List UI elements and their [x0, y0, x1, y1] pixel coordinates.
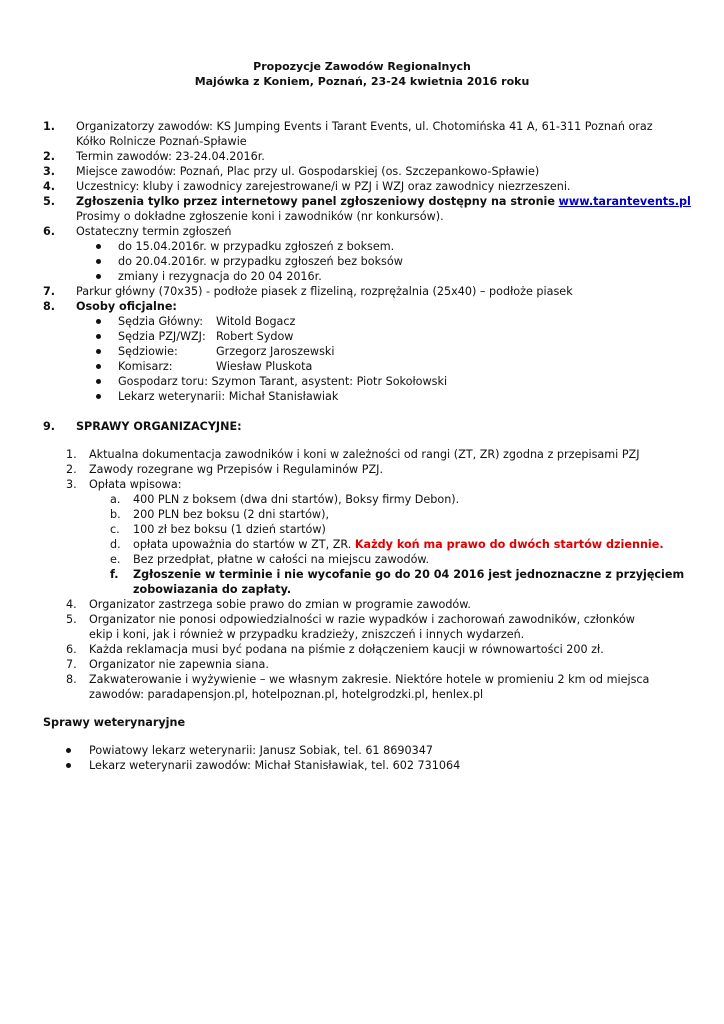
deadline-item: do 15.04.2016r. w przypadku zgłoszeń z boksem. — [118, 240, 395, 253]
official-name: Szymon Tarant, asystent: Piotr Sokołowski — [211, 375, 448, 388]
item-number: 9. — [43, 420, 56, 433]
item-number: 8. — [43, 300, 56, 313]
bullet-icon — [96, 379, 101, 384]
org-number: 1. — [66, 448, 77, 461]
item-number: 4. — [43, 180, 56, 193]
org-number: 7. — [66, 658, 77, 671]
org-number: 2. — [66, 463, 77, 476]
bullet-icon — [96, 394, 101, 399]
organizational-heading: SPRAWY ORGANIZACYJNE: — [76, 420, 242, 433]
bullet-icon — [96, 334, 101, 339]
official-name: Witold Bogacz — [216, 315, 296, 328]
item-number: 7. — [43, 285, 56, 298]
org-item-line-2: ekip i koni, jak i również w przypadku kradzieży, zniszczeń i innych wydarzeń. — [89, 628, 525, 641]
fee-item-text: opłata upoważnia do startów w ZT, ZR. — [133, 538, 352, 551]
org-item: Każda reklamacja musi być podana na piśmie z dołączeniem kaucji w równowartości 200 zł. — [89, 643, 604, 656]
org-item: Organizator zastrzega sobie prawo do zmian w programie zawodów. — [89, 598, 471, 611]
vet-item: Powiatowy lekarz weterynarii: Janusz Sobiak, tel. 61 8690347 — [89, 744, 433, 757]
registration-note: Prosimy o dokładne zgłoszenie koni i zawodników (nr konkursów). — [76, 210, 444, 223]
org-number: 6. — [66, 643, 77, 656]
official-name: Michał Stanisławiak — [228, 390, 339, 403]
officials-heading: Osoby oficjalne: — [76, 300, 177, 313]
bullet-icon — [66, 763, 71, 768]
official-role: Sędzia Główny: — [118, 315, 203, 328]
event-date: Termin zawodów: 23-24.04.2016r. — [76, 150, 265, 163]
registration-link[interactable]: www.tarantevents.pl — [558, 195, 691, 208]
fee-item: 100 zł bez boksu (1 dzień startów) — [133, 523, 326, 536]
deadline-heading: Ostateczny termin zgłoszeń — [76, 225, 232, 238]
bullet-icon — [96, 319, 101, 324]
arena-info: Parkur główny (70x35) - podłoże piasek z flizeliną, rozprężalnia (25x40) – podłoże piasek — [76, 285, 573, 298]
org-number: 8. — [66, 673, 77, 686]
event-location: Miejsce zawodów: Poznań, Plac przy ul. Gospodarskiej (os. Szczepankowo-Spławie) — [76, 165, 540, 178]
bullet-icon — [66, 748, 71, 753]
fee-heading: Opłata wpisowa: — [89, 478, 182, 491]
official-role: Sędziowie: — [118, 345, 178, 358]
item-number: 3. — [43, 165, 56, 178]
official-line — [118, 389, 338, 404]
bullet-icon — [96, 349, 101, 354]
fee-item-warning: Każdy koń ma prawo do dwóch startów dziennie. — [354, 538, 664, 551]
org-item: Organizator nie zapewnia siana. — [89, 658, 269, 671]
registration-text: Zgłoszenia tylko przez internetowy panel zgłoszeniowy dostępny na stronie — [76, 195, 555, 208]
bullet-icon — [96, 274, 101, 279]
item-number: 2. — [43, 150, 56, 163]
item-number: 1. — [43, 120, 56, 133]
item-number: 5. — [43, 195, 56, 208]
org-item-line-1: Zakwaterowanie i wyżywienie – we własnym zakresie. Niektóre hotele w promieniu 2 km od miejsca — [89, 673, 650, 686]
deadline-item: zmiany i rezygnacja do 20 04 2016r. — [118, 270, 322, 283]
fee-item: 400 PLN z boksem (dwa dni startów), Boksy firmy Debon). — [133, 493, 460, 506]
official-line — [118, 374, 447, 389]
official-role: Lekarz weterynarii: — [118, 390, 226, 403]
registration-line — [76, 194, 691, 209]
org-number: 3. — [66, 478, 77, 491]
fee-item — [133, 537, 664, 552]
bullet-icon — [96, 259, 101, 264]
org-item: Zawody rozegrane wg Przepisów i Regulaminów PZJ. — [89, 463, 384, 476]
official-role: Sędzia PZJ/WZJ: — [118, 330, 206, 343]
fee-letter: a. — [110, 493, 121, 506]
bullet-icon — [96, 364, 101, 369]
organizers-line-2: Kółko Rolnicze Poznań-Spławie — [76, 135, 247, 148]
fee-item-bold-line-1: Zgłoszenie w terminie i nie wycofanie go do 20 04 2016 jest jednoznaczne z przyjęciem — [133, 568, 685, 581]
fee-item-bold-line-2: zobowiazania do zapłaty. — [133, 583, 292, 596]
document-title-line-2: Majówka z Koniem, Poznań, 23-24 kwietnia 2016 roku — [194, 75, 530, 88]
fee-item: Bez przedpłat, płatne w całości na miejscu zawodów. — [133, 553, 430, 566]
official-name: Robert Sydow — [216, 330, 294, 343]
participants: Uczestnicy: kluby i zawodnicy zarejestrowane/i w PZJ i WZJ oraz zawodnicy niezrzeszeni. — [76, 180, 571, 193]
fee-letter: d. — [110, 538, 121, 551]
org-number: 4. — [66, 598, 77, 611]
org-item: Aktualna dokumentacja zawodników i koni w zależności od rangi (ZT, ZR) zgodna z przepisami PZJ — [89, 448, 640, 461]
document-title-line-1: Propozycje Zawodów Regionalnych — [253, 60, 471, 73]
org-item-line-1: Organizator nie ponosi odpowiedzialności w razie wypadków i zachorowań zawodników, członków — [89, 613, 635, 626]
org-item-line-2: zawodów: paradapensjon.pl, hotelpoznan.pl, hotelgrodzki.pl, henlex.pl — [89, 688, 484, 701]
organizers-line-1: Organizatorzy zawodów: KS Jumping Events i Tarant Events, ul. Chotomińska 41 A, 61-311 Poznań oraz — [76, 120, 653, 133]
official-name: Wiesław Pluskota — [216, 360, 313, 373]
fee-item: 200 PLN bez boksu (2 dni startów), — [133, 508, 329, 521]
org-number: 5. — [66, 613, 77, 626]
fee-letter: b. — [110, 508, 121, 521]
official-role: Gospodarz toru: — [118, 375, 208, 388]
bullet-icon — [96, 244, 101, 249]
vet-heading: Sprawy weterynaryjne — [43, 716, 186, 729]
official-role: Komisarz: — [118, 360, 173, 373]
fee-letter: c. — [110, 523, 120, 536]
deadline-item: do 20.04.2016r. w przypadku zgłoszeń bez boksów — [118, 255, 403, 268]
official-name: Grzegorz Jaroszewski — [216, 345, 335, 358]
vet-item: Lekarz weterynarii zawodów: Michał Stanisławiak, tel. 602 731064 — [89, 759, 461, 772]
fee-letter: e. — [110, 553, 121, 566]
item-number: 6. — [43, 225, 56, 238]
fee-letter: f. — [110, 568, 119, 581]
